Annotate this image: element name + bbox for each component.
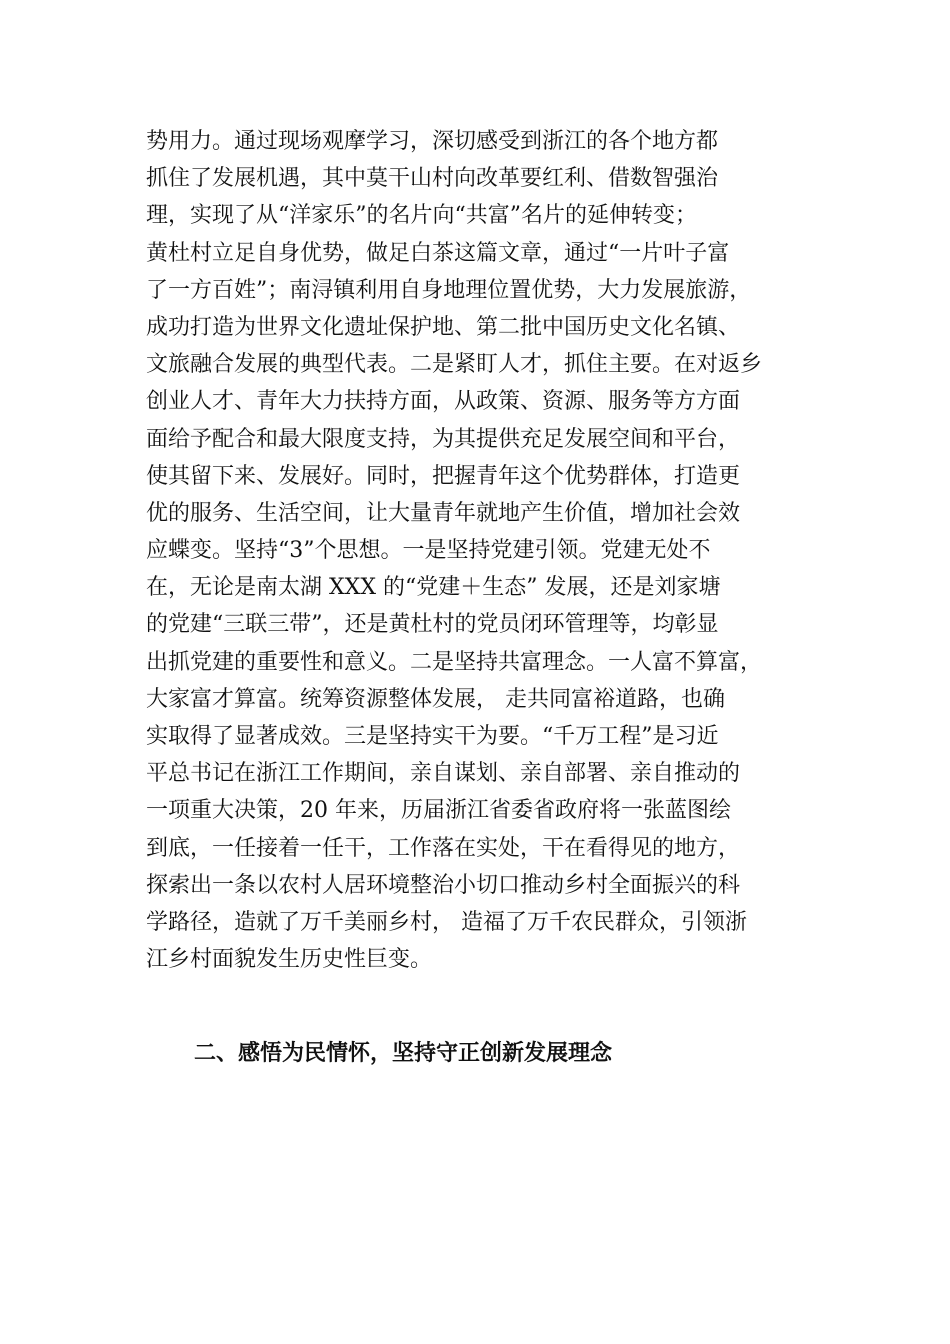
paragraph-line: 在，无论是南太湖 XXX 的“党建＋生态” 发展，还是刘家塘: [146, 575, 721, 601]
paragraph-line: 抓住了发展机遇，其中莫干山村向改革要红利、借数智强治: [146, 166, 719, 192]
paragraph-line: 平总书记在浙江工作期间，亲自谋划、亲自部署、亲自推动的: [146, 761, 741, 787]
body-paragraph: [146, 123, 846, 978]
paragraph-line: 使其留下来、发展好。同时，把握青年这个优势群体，打造更: [146, 463, 741, 489]
paragraph-line: 理，实现了从“洋家乐”的名片向“共富”名片的延伸转变；: [146, 203, 697, 229]
paragraph-line: 出抓党建的重要性和意义。二是坚持共富理念。一人富不算富，: [146, 649, 763, 675]
paragraph-line: 江乡村面貌发生历史性巨变。: [146, 947, 433, 973]
paragraph-line: 应蝶变。坚持“3”个思想。一是坚持党建引领。党建无处不: [146, 538, 711, 564]
paragraph-line: 文旅融合发展的典型代表。二是紧盯人才，抓住主要。在对返乡: [146, 352, 763, 378]
paragraph-line: 学路径，造就了万千美丽乡村， 造福了万千农民群众，引领浙: [146, 909, 747, 935]
paragraph-line: 成功打造为世界文化遗址保护地、第二批中国历史文化名镇、: [146, 314, 741, 340]
paragraph-line: 面给予配合和最大限度支持，为其提供充足发展空间和平台，: [146, 426, 741, 452]
paragraph-line: 优的服务、生活空间，让大量青年就地产生价值，增加社会效: [146, 500, 741, 526]
paragraph-line: 势用力。通过现场观摩学习，深切感受到浙江的各个地方都: [146, 129, 719, 154]
paragraph-line: 实取得了显著成效。三是坚持实干为要。“千万工程”是习近: [146, 724, 719, 749]
paragraph-line: 了一方百姓”；南浔镇利用自身地理位置优势，大力发展旅游，: [146, 277, 752, 303]
section-heading: 二、感悟为民情怀，坚持守正创新发展理念: [194, 1040, 613, 1066]
paragraph-line: 的党建“三联三带”，还是黄杜村的党员闭环管理等，均彰显: [146, 612, 719, 638]
paragraph-line: 创业人才、青年大力扶持方面，从政策、资源、服务等方方面: [146, 389, 741, 415]
paragraph-line: 黄杜村立足自身优势，做足白茶这篇文章，通过“一片叶子富: [146, 240, 730, 266]
paragraph-line: 到底，一任接着一任干，工作落在实处，干在看得见的地方，: [146, 835, 741, 861]
paragraph-line: 探索出一条以农村人居环境整治小切口推动乡村全面振兴的科: [146, 872, 741, 898]
paragraph-line: 大家富才算富。统筹资源整体发展， 走共同富裕道路，也确: [146, 686, 725, 712]
paragraph-line: 一项重大决策，20 年来，历届浙江省委省政府将一张蓝图绘: [146, 798, 731, 824]
